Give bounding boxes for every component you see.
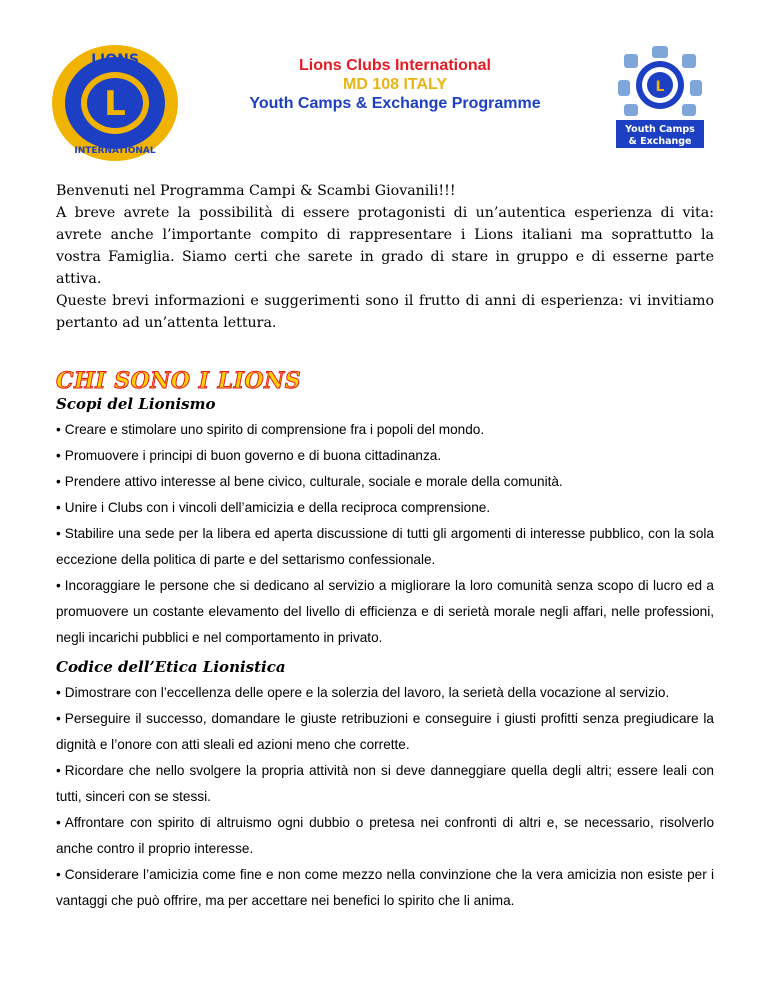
codice-title: Codice dell’Etica Lionistica	[56, 658, 286, 676]
header-title-2: MD 108 ITALY	[342, 76, 448, 93]
logo-left-top-text: LIONS	[91, 52, 139, 68]
bullet: •	[56, 815, 61, 830]
codice-list	[56, 680, 714, 914]
logo-left-bottom-text: INTERNATIONAL	[74, 146, 156, 156]
header-title-1: Lions Clubs International	[298, 57, 491, 74]
list-item-text: Prendere attivo interesse al bene civico, culturale, sociale e morale della comunità.	[64, 474, 563, 489]
scopi-section	[56, 395, 714, 651]
bullet: •	[56, 685, 61, 700]
list-item-text: Ricordare che nello svolgere la propria attività non si deve danneggiare quella degli altri; essere leali con tutti, sinceri con se stessi.	[56, 763, 714, 804]
page-header	[0, 0, 768, 170]
bullet: •	[56, 448, 61, 463]
bullet: •	[56, 422, 61, 437]
header-titles	[180, 56, 610, 113]
list-item-text: Perseguire il successo, domandare le giuste retribuzioni e conseguire i giusti profitti senza pregiudicare la dignità e l’onore con atti sleali ed azioni meno che corrette.	[56, 711, 714, 752]
list-item	[56, 521, 714, 573]
list-item-text: Promuovere i principi di buon governo e di buona cittadinanza.	[64, 448, 442, 463]
intro-text	[56, 180, 714, 334]
header-title-3: Youth Camps & Exchange Programme	[249, 95, 541, 112]
intro-paragraph-2: Queste brevi informazioni e suggerimenti sono il frutto di anni di esperienza: vi invitiamo pertanto ad un’attenta lettura.	[56, 293, 714, 331]
logo-right-text-2: & Exchange	[628, 136, 692, 147]
list-item-text: Dimostrare con l’eccellenza delle opere e la solerzia del lavoro, la serietà della vocazione al servizio.	[64, 685, 670, 700]
bullet: •	[56, 474, 61, 489]
list-item-text: Affrontare con spirito di altruismo ogni dubbio o pretesa nei confronti di altri e, se necessario, risolverlo anche contro il proprio interesse.	[56, 815, 714, 856]
list-item	[56, 706, 714, 758]
bullet: •	[56, 578, 61, 593]
youth-camps-logo	[612, 40, 708, 152]
list-item-text: Unire i Clubs con i vincoli dell’amicizia e della reciproca comprensione.	[64, 500, 491, 515]
scopi-list	[56, 417, 714, 651]
scopi-title: Scopi del Lionismo	[56, 395, 216, 413]
bullet: •	[56, 711, 61, 726]
lions-international-logo	[50, 42, 180, 164]
list-item	[56, 810, 714, 862]
list-item-text: Incoraggiare le persone che si dedicano al servizio a migliorare la loro comunità senza scopo di lucro ed a promuovere un costante elevamento del livello di efficienza e di serietà morale negli affari, nelle professioni, negli incarichi pubblici e nel comportamento in privato.	[56, 578, 714, 645]
logo-right-letter: L	[655, 79, 665, 95]
list-item	[56, 758, 714, 810]
bullet: •	[56, 526, 61, 541]
list-item	[56, 680, 714, 706]
bullet: •	[56, 867, 61, 882]
list-item	[56, 417, 714, 443]
list-item	[56, 862, 714, 914]
bullet: •	[56, 763, 61, 778]
logo-right-text-1: Youth Camps	[625, 124, 695, 135]
list-item-text: Creare e stimolare uno spirito di comprensione fra i popoli del mondo.	[64, 422, 485, 437]
bullet: •	[56, 500, 61, 515]
logo-left-letter: L	[104, 84, 126, 124]
list-item	[56, 573, 714, 651]
list-item	[56, 495, 714, 521]
intro-welcome: Benvenuti nel Programma Campi & Scambi Giovanili!!!	[56, 183, 456, 199]
list-item	[56, 469, 714, 495]
section-title: CHI SONO I LIONS	[56, 368, 302, 394]
intro-paragraph-1: A breve avrete la possibilità di essere protagonisti di un’autentica esperienza di vita: avrete anche l’importante compito di rappresentare i Lions italiani ma soprattutto la vostra Famiglia. Siamo certi che sarete in grado di stare in gruppo e di esserne parte attiva.	[56, 205, 714, 287]
codice-section	[56, 658, 714, 914]
list-item	[56, 443, 714, 469]
list-item-text: Stabilire una sede per la libera ed aperta discussione di tutti gli argomenti di interesse pubblico, con la sola eccezione della politica di parte e del settarismo confessionale.	[56, 526, 714, 567]
list-item-text: Considerare l’amicizia come fine e non come mezzo nella convinzione che la vera amicizia non esiste per i vantaggi che può offrire, ma per accettare nei benefici lo spirito che li anima.	[56, 867, 714, 908]
